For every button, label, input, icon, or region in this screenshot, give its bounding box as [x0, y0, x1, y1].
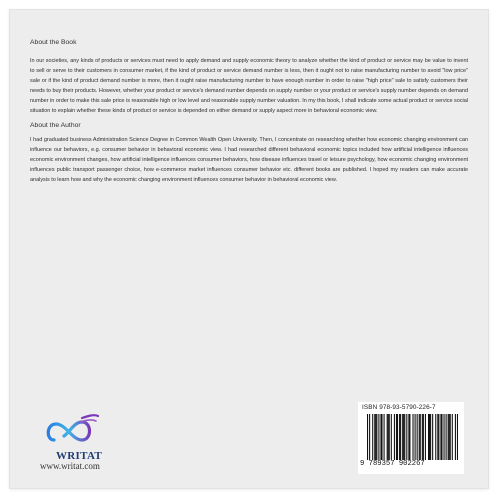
barcode-bar: [455, 414, 456, 460]
barcode-bar: [423, 414, 424, 460]
barcode-bar: [425, 414, 426, 460]
barcode-bar: [378, 414, 379, 460]
barcode: [358, 402, 464, 474]
barcode-bar: [412, 414, 413, 460]
barcode-bar: [428, 414, 429, 460]
barcode-bar: [437, 414, 438, 460]
barcode-bar: [409, 414, 410, 460]
barcode-bar: [396, 414, 397, 460]
barcode-bar: [387, 414, 388, 460]
infinity-logo-icon: [40, 410, 110, 450]
barcode-bar: [415, 414, 416, 460]
barcode-bar: [384, 414, 385, 460]
barcode-bar: [367, 414, 368, 460]
barcode-bar: [443, 414, 444, 460]
barcode-bar: [457, 414, 458, 460]
publisher-name: WRITAT: [56, 450, 103, 462]
barcode-bar: [408, 414, 409, 460]
about-author-body: I had graduated business Administration Science Degree in Common Wealth Open University. Then, I concentrate on researching whether how economic changing environment can influence our behaviors, e.g. consumer behavior in behavioral economic view. I had researched different behavioral economic topics included how artificial intelligence influences economic environment changes, how artificial intelligence influences consumer behaviors, how disease influences travel or leisure psychology, how economic changing environment influences public transport passenger choice, how e-commerce market influences consumer behavior etc. different books are published. I hoped my readers can make accurate analysis to learn how and why the economic changing environment influences consumer behavior in behavioral economic view.: [30, 137, 468, 184]
barcode-bar: [391, 414, 392, 460]
barcode-bar: [452, 414, 453, 460]
barcode-bar: [375, 414, 376, 460]
about-book-heading: About the Book: [30, 39, 77, 46]
barcode-digits: 9 789357 902267: [360, 460, 425, 468]
barcode-bar: [400, 414, 401, 460]
barcode-bar: [389, 414, 390, 460]
barcode-bar: [430, 414, 431, 460]
barcode-bar: [369, 414, 370, 460]
publisher-url: www.writat.com: [40, 461, 100, 471]
barcode-bar: [399, 414, 400, 460]
barcode-bar: [432, 414, 433, 460]
barcode-bar: [420, 414, 421, 460]
barcode-bar: [448, 414, 449, 460]
barcode-bar: [422, 414, 423, 460]
barcode-bars: [367, 414, 459, 460]
barcode-bar: [380, 414, 381, 460]
barcode-bar: [402, 414, 403, 460]
back-cover: [10, 10, 488, 488]
text-content: [30, 38, 468, 186]
barcode-bar: [376, 414, 377, 460]
barcode-bar: [381, 414, 382, 460]
barcode-bar: [429, 414, 430, 460]
barcode-bar: [446, 414, 447, 460]
barcode-bar: [419, 414, 420, 460]
about-book-body: In our societies, any kinds of products or services must need to apply demand and supply economic theory to analyze whether the kind of product or service may be value to invent to sell or serve to their customers in consumer market, if the kind of product or service demand number is less, then it ought not to raise manufacturing number to avoid "low price" sale or if the kind of product demand number is more, then it ought raise manufacturing number to have enough number in order to raise "high price" sale to satisfy customers their needs to buy their products. However, whether your product or service's demand number depends on supply number or your product or service's supply number depends on demand number in order to make this sale price is reasonable high or low level and reasonable supply number valuation. In my this book, I shall indicate some actual product or service social situation to explain whether these kinds of product or service is depended on either demand or supply aspect more in behavioral economic view.: [30, 58, 468, 114]
barcode-bar: [417, 414, 418, 460]
isbn-label: ISBN 978-93-5790-226-7: [362, 404, 436, 411]
publisher-logo: [40, 410, 120, 470]
barcode-bar: [449, 414, 450, 460]
barcode-bar: [438, 414, 439, 460]
barcode-bar: [406, 414, 407, 460]
barcode-bar: [440, 414, 441, 460]
barcode-bar: [374, 414, 375, 460]
barcode-bar: [403, 414, 404, 460]
barcode-bar: [372, 414, 373, 460]
barcode-bar: [435, 414, 436, 460]
barcode-bar: [388, 414, 389, 460]
barcode-bar: [394, 414, 395, 460]
barcode-bar: [450, 414, 451, 460]
barcode-bar: [404, 414, 405, 460]
barcode-bar: [397, 414, 398, 460]
barcode-bar: [441, 414, 442, 460]
about-author-heading: About the Author: [30, 122, 81, 130]
